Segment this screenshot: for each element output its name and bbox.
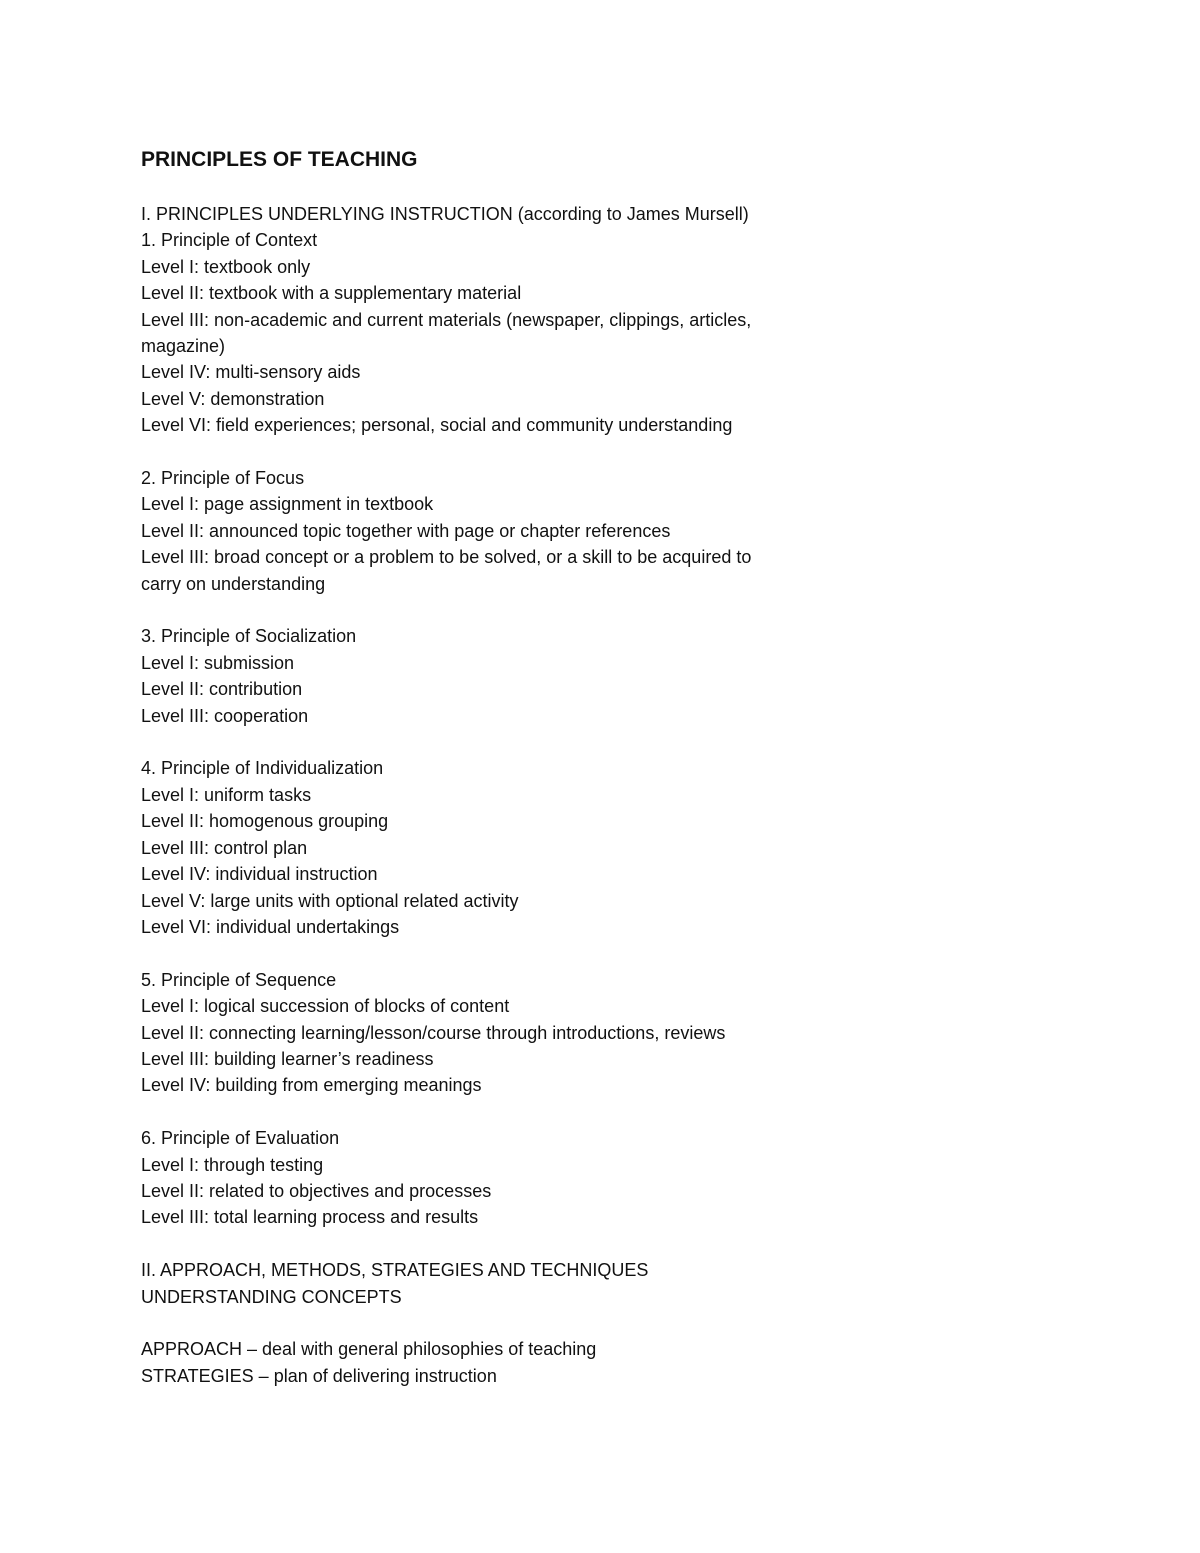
part2-subheading: UNDERSTANDING CONCEPTS	[141, 1286, 402, 1307]
level-line: Level I: logical succession of blocks of content	[141, 996, 510, 1017]
principle-focus	[141, 465, 1041, 597]
principle-title: 2. Principle of Focus	[141, 468, 305, 489]
principle-socialization	[141, 623, 1041, 729]
level-line: Level III: total learning process and results	[141, 1207, 479, 1228]
principle-evaluation	[141, 1125, 1041, 1231]
level-line: Level IV: building from emerging meanings	[141, 1075, 482, 1096]
level-line: Level I: through testing	[141, 1154, 324, 1175]
level-line: Level III: cooperation	[141, 705, 309, 726]
level-line: Level II: connecting learning/lesson/course through introductions, reviews	[141, 1022, 726, 1043]
part1-heading: I. PRINCIPLES UNDERLYING INSTRUCTION (according to James Mursell)	[141, 204, 749, 224]
principle-title: 5. Principle of Sequence	[141, 969, 337, 990]
definitions	[141, 1336, 1041, 1389]
level-line: Level III: non-academic and current materials (newspaper, clippings, articles,	[141, 309, 752, 330]
part2-heading: II. APPROACH, METHODS, STRATEGIES AND TECHNIQUES	[141, 1260, 649, 1281]
part2-headings	[141, 1257, 1041, 1310]
definition-line: STRATEGIES – plan of delivering instruction	[141, 1365, 497, 1386]
principle-individualization	[141, 755, 1041, 940]
level-line: Level I: page assignment in textbook	[141, 494, 434, 515]
document-title: PRINCIPLES OF TEACHING	[141, 148, 418, 171]
level-line: Level III: building learner’s readiness	[141, 1048, 434, 1069]
level-line: Level VI: field experiences; personal, social and community understanding	[141, 415, 733, 436]
level-line: Level II: announced topic together with page or chapter references	[141, 520, 671, 541]
level-line: Level II: textbook with a supplementary material	[141, 283, 522, 304]
level-line: magazine)	[141, 336, 226, 357]
principle-title: 6. Principle of Evaluation	[141, 1128, 340, 1149]
level-line: Level I: uniform tasks	[141, 784, 312, 805]
level-line: carry on understanding	[141, 573, 326, 594]
level-line: Level I: submission	[141, 652, 295, 673]
level-line: Level IV: multi-sensory aids	[141, 362, 361, 383]
principle-context	[141, 227, 1041, 438]
principle-sequence	[141, 967, 1041, 1099]
document-page	[141, 146, 1041, 1416]
level-line: Level V: demonstration	[141, 388, 325, 409]
principle-title: 1. Principle of Context	[141, 230, 318, 251]
level-line: Level II: related to objectives and processes	[141, 1180, 492, 1201]
principle-title: 3. Principle of Socialization	[141, 626, 357, 647]
level-line: Level IV: individual instruction	[141, 864, 378, 885]
level-line: Level II: contribution	[141, 679, 303, 700]
level-line: Level V: large units with optional related activity	[141, 890, 519, 911]
level-line: Level II: homogenous grouping	[141, 811, 389, 832]
principle-title: 4. Principle of Individualization	[141, 758, 384, 779]
level-line: Level I: textbook only	[141, 256, 311, 277]
level-line: Level VI: individual undertakings	[141, 916, 400, 937]
level-line: Level III: broad concept or a problem to be solved, or a skill to be acquired to	[141, 547, 752, 568]
level-line: Level III: control plan	[141, 837, 308, 858]
definition-line: APPROACH – deal with general philosophies of teaching	[141, 1339, 597, 1360]
